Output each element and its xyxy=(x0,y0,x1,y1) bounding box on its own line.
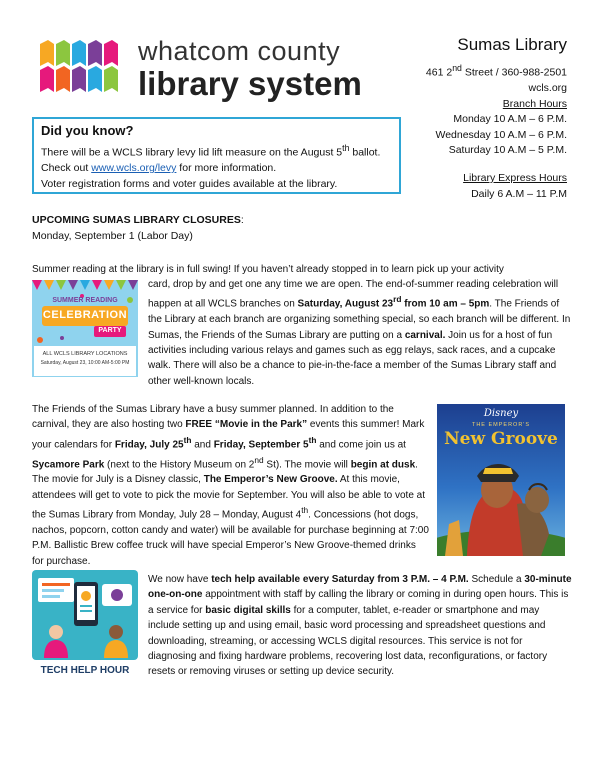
movie-text-4: and come join us at xyxy=(316,439,406,451)
branch-info xyxy=(426,34,567,202)
summer-text-2: . The Friends of the Library at each branch are organizing something special, so each branch will be different. In Sumas, the Friends of the Sumas Library are putting on a xyxy=(148,298,571,341)
levy-text-end: ballot. xyxy=(349,146,381,159)
summer-carnival: carnival. xyxy=(404,329,446,341)
address-phone: Street / 360-988-2501 xyxy=(461,66,567,79)
library-logo-text xyxy=(138,38,362,100)
celebration-banner-main: CELEBRATION xyxy=(42,309,128,321)
movie-text-5: (next to the History Museum on 2 xyxy=(104,458,255,470)
branch-name: Sumas Library xyxy=(457,35,567,54)
movie-street-sup: nd xyxy=(254,454,264,465)
address-text: 461 2 xyxy=(425,66,453,79)
branch-hours-monday: Monday 10 A.M – 6 P.M. xyxy=(453,113,567,126)
tech-schedule: tech help available every Saturday from 3 P.M. – 4 P.M. xyxy=(211,574,469,585)
levy-link-suffix: for more information. xyxy=(176,162,277,174)
movie-title: The Emperor’s New Groove. xyxy=(203,474,338,486)
movie-date-1-sup: th xyxy=(183,434,192,445)
movie-vote-sup: th xyxy=(301,505,309,516)
tech-help-hour-image xyxy=(32,570,138,680)
closures-title: UPCOMING SUMAS LIBRARY CLOSURES xyxy=(32,214,241,226)
address-sup: nd xyxy=(452,63,462,73)
emperors-new-groove-poster xyxy=(437,404,565,556)
did-you-know-box xyxy=(32,117,401,194)
summer-reading-intro: Summer reading at the library is in full swing! If you haven’t already stopped in to learn pick up your activity xyxy=(32,264,504,275)
summer-text-3: Join us for a host of fun activities including various relays and games such as egg relays, sack races, and a cupcake walk. There will also be a chance to pie-in-the-face a member of the Sumas Library staff and other well-known locals. xyxy=(148,329,557,387)
tech-help-paragraph xyxy=(148,572,572,680)
closure-item: Monday, September 1 (Labor Day) xyxy=(32,229,193,242)
did-you-know-title: Did you know? xyxy=(41,123,134,138)
poster-subtitle: THE EMPEROR'S xyxy=(471,422,531,428)
celebration-banner-top: SUMMER READING xyxy=(52,297,118,304)
movie-text-6: . The movie for July is a Disney classic, xyxy=(32,458,418,486)
tech-text-2: Schedule a xyxy=(468,574,525,585)
tech-help-graphic xyxy=(32,570,138,680)
movie-text-3: and xyxy=(191,439,214,451)
poster-title: New Groove xyxy=(444,429,558,449)
movie-date-2: Friday, September 5 xyxy=(213,439,309,451)
movie-text-2: events this summer! Mark your calendars for xyxy=(32,419,425,451)
summer-date-sup: rd xyxy=(393,294,402,305)
celebration-footer-1: ALL WCLS LIBRARY LOCATIONS xyxy=(42,351,128,357)
movie-free-label: FREE “Movie in the Park” xyxy=(185,419,308,431)
express-hours-title: Library Express Hours xyxy=(463,172,567,185)
celebration-footer-2: Saturday, August 23, 10:00 AM-5:00 PM xyxy=(40,360,130,366)
levy-sup: th xyxy=(342,143,350,153)
levy-link-prefix: Check out xyxy=(41,162,92,174)
levy-link-line xyxy=(41,161,392,177)
branch-hours-saturday: Saturday 10 A.M – 5 P.M. xyxy=(448,144,567,157)
branch-hours-wednesday: Wednesday 10 A.M – 6 P.M. xyxy=(435,128,567,141)
movie-start-time: begin at dusk xyxy=(350,458,416,470)
celebration-party-image xyxy=(32,280,138,377)
movie-location: Sycamore Park xyxy=(32,458,105,470)
tech-appointment-length: 30-minute one-on-one xyxy=(148,574,572,601)
summer-text-1: card, drop by and get one any time we are open. The end-of-summer reading celebration will happen at all WCLS branches on xyxy=(148,279,559,310)
poster-studio: Disney xyxy=(483,408,519,419)
express-hours: Daily 6 A.M – 11 P.M xyxy=(471,187,567,200)
tech-text-1: We now have xyxy=(148,574,212,585)
closures-heading xyxy=(32,213,244,229)
tech-text-4: for a computer, tablet, e-reader or smartphone and may include setting up and using email, basic word processing and spreadsheet questions and downloading, streaming, or accessing WCLS digital resources. This service is not for diagnosing and fixing hardware problems, recovering lost data, reconfigurations, or factory resets or removing viruses or setting up device security. xyxy=(148,604,548,678)
movie-text-7: At this movie, attendees will get to vote to pick the movie for September. You will also be able to vote at the Sumas Library from Monday, July 28 – Monday, August 4 xyxy=(32,474,426,521)
tech-digital-skills: basic digital skills xyxy=(205,604,291,616)
branch-hours-title: Branch Hours xyxy=(502,97,567,110)
movie-text-1: The Friends of the Sumas Library have a busy summer planned. In addition to the carnival, they are also hosting two xyxy=(32,404,394,431)
movie-date-1: Friday, July 25 xyxy=(114,439,184,451)
tech-help-label: TECH HELP HOUR xyxy=(40,665,130,676)
logo-line-2: library system xyxy=(138,65,362,102)
movie-text-8: . Concessions (hot dogs, nachos, popcorn, cotton candy and water) will be available for purchase beginning at 7:00 P.M. Ballistic Brew coffee truck will have special Emperor’s New Groove-themed drinks for purchase. xyxy=(32,509,429,567)
summer-time: from 10 am – 5pm xyxy=(401,298,490,310)
levy-notice xyxy=(41,141,392,161)
summer-date: Saturday, August 23 xyxy=(297,298,394,310)
closures-colon: : xyxy=(240,214,244,226)
levy-text: There will be a WCLS library levy lid lift measure on the August 5 xyxy=(41,146,343,159)
celebration-banner-party: PARTY xyxy=(98,327,122,334)
branch-website[interactable]: wcls.org xyxy=(528,82,567,95)
movie-text-5b: St). The movie will xyxy=(263,458,351,470)
closures-section xyxy=(32,213,244,244)
library-logo-icon xyxy=(40,40,130,96)
movie-in-park-paragraph xyxy=(32,402,430,569)
levy-link[interactable]: www.wcls.org/levy xyxy=(91,162,177,174)
movie-date-2-sup: th xyxy=(308,434,317,445)
branch-address xyxy=(426,61,567,81)
summer-reading-body xyxy=(148,277,572,389)
tech-text-3: appointment with staff by calling the library or coming in during open hours. This is a service for xyxy=(148,589,569,616)
logo-line-1: whatcom county xyxy=(138,36,341,66)
voter-registration-line: Voter registration forms and voter guides available at the library. xyxy=(41,177,338,190)
